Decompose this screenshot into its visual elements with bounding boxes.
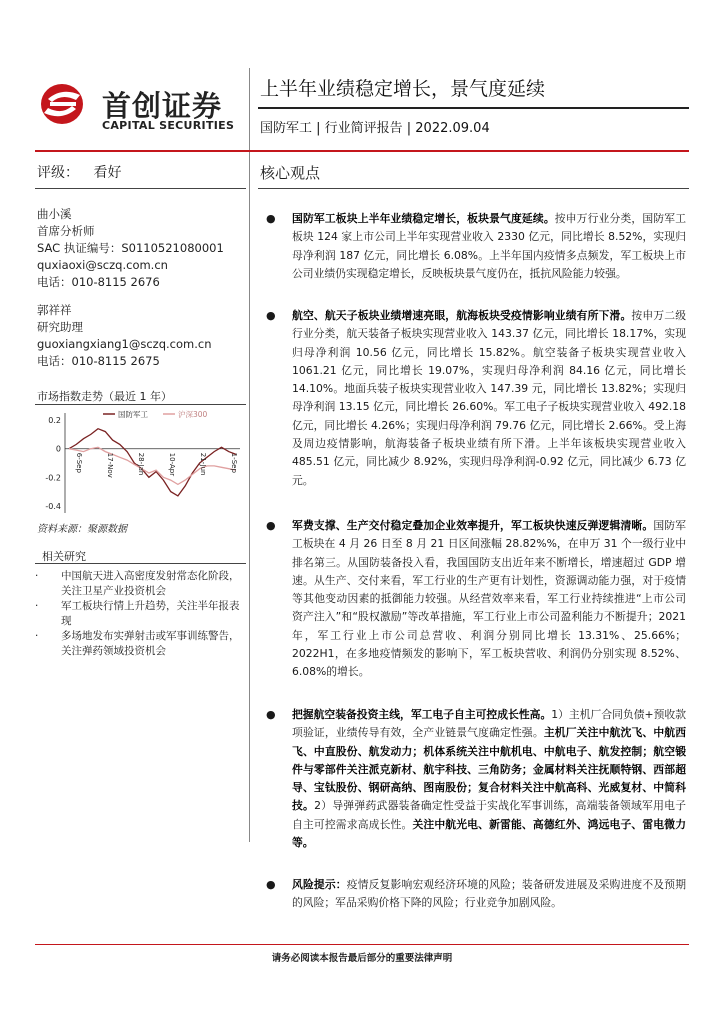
analyst-role: 首席分析师 <box>37 224 95 238</box>
point-text: 疫情反复影响宏观经济环境的风险；装备研发进展及采购进度不及预期的风险；军品采购价格下降的风险；行业竞争加剧风险。 <box>292 878 687 910</box>
rating <box>37 162 121 182</box>
legend-label: 沪深300 <box>178 410 208 419</box>
y-tick-label: -0.2 <box>45 473 61 483</box>
analyst-2 <box>37 302 212 370</box>
title-rule <box>258 107 689 109</box>
point-text: 国防军工板块在 4 月 26 日至 8 月 21 日区间涨幅 28.82%%，在申万 31 个一级行业中排名第三。从国防装备投入看，我国国防支出近年来不断增长，增速超过 GDP 增速。从生产、交付来看，军工行业的生产更有计划性，资源调动能力强，对于疫情等其他变动因素的抵御能力较强。从经营效率来看，军工行业持续推进“上市公司资产注入”和“股权激励”等改革措施，军工行业上市公司盈利能力不断提升；2021 年，军工行业上市公司总营收、利润分别同比增长 13.31%、25.66%；2022H1，在多地疫情频发的影响下，军工板块营收、利润仍分别实现 8.52%、6.08%的增长。 <box>292 519 687 679</box>
y-tick-label: 0.2 <box>48 416 61 426</box>
point-highlight: 主机厂关注中航沈飞、中航西飞、中直股份、航发动力；机体系统关注中航机电、中航电子、航发控制；航空锻件与零部件关注派克新材、航宇科技、三角防务；金属材料关注抚顺特钢、西部超导、宝钛股份、钢研高纳、图南股份；复合材料关注中航高科、光威复材、中简科技。 <box>292 726 687 813</box>
x-tick-label: 6-Sep <box>75 452 83 473</box>
y-tick-label: 0 <box>55 444 61 454</box>
related-research-rule <box>35 563 246 564</box>
core-point-3 <box>268 517 686 682</box>
chart-source: 资料来源：聚源数据 <box>37 524 127 535</box>
index-trend-chart <box>35 405 246 517</box>
rating-value: 看好 <box>93 165 122 181</box>
analyst-sac: SAC 执证编号：S0110521080001 <box>37 241 224 255</box>
x-tick-label: 1-Sep <box>230 452 238 473</box>
bullet-icon: ● <box>266 309 276 322</box>
analyst-role: 研究助理 <box>37 320 83 334</box>
x-tick-label: 10-Apr <box>168 452 176 477</box>
analyst-email[interactable]: quxiaoxi@sczq.com.cn <box>37 258 168 272</box>
analyst-phone: 电话：010-8115 2676 <box>37 275 160 289</box>
bullet-icon: ● <box>266 708 276 721</box>
core-views-rule <box>258 188 689 189</box>
analyst-1 <box>37 206 224 291</box>
y-tick-label: -0.4 <box>45 501 61 511</box>
related-research-item[interactable]: · 中国航天进入高密度发射常态化阶段，关注卫星产业投资机会 <box>35 570 240 597</box>
point-heading: 风险提示： <box>292 878 347 891</box>
point-heading: 航空、航天子板块业绩增速亮眼，航海板块受疫情影响业绩有所下滑。 <box>292 309 632 322</box>
point-heading: 国防军工板块上半年业绩稳定增长，板块景气度延续。 <box>292 212 555 225</box>
series-line-沪深300 <box>69 447 236 484</box>
bullet-icon: · <box>35 630 39 642</box>
logo-text-cn: 首创证券 <box>102 89 223 123</box>
point-text: 2）导弹弹药武器装备确定性受益于实战化军事训练，高端装备领域军用电子自主可控需求高成长性。 <box>292 799 686 831</box>
series-line-国防军工 <box>69 429 236 496</box>
core-point-1 <box>268 210 686 283</box>
core-views-title: 核心观点 <box>260 164 321 182</box>
rating-rule <box>35 188 246 189</box>
chart-title: 市场指数走势（最近 1 年） <box>37 390 172 403</box>
legend-label: 国防军工 <box>118 410 148 419</box>
legal-disclaimer-note: 请务必阅读本报告最后部分的重要法律声明 <box>271 953 453 964</box>
logo-text-en: CAPITAL SECURITIES <box>102 119 235 132</box>
core-point-4 <box>268 706 686 852</box>
header-red-rule <box>35 150 689 152</box>
capital-securities-logo-icon <box>40 83 98 125</box>
point-text: 1）主机厂合同负债+预收款项验证，业绩传导有效，全产业链景气度确定性强。 <box>292 708 686 740</box>
analyst-name: 郭祥祥 <box>37 303 72 317</box>
core-point-5 <box>268 876 686 913</box>
bullet-icon: ● <box>266 519 276 532</box>
point-text: 按申万二级行业分类，航天装备子板块实现营业收入 143.37 亿元，同比增长 18.17%，实现归母净利润 10.56 亿元，同比增长 15.82%。航空装备子板块实现营业收入 1061.21 亿元，同比增长 19.07%，实现归母净利润 84.16 亿元，同比增长 14.10%。地面兵装子板块实现营业收入 147.39 元，同比增长 13.82%；实现归母净利润 13.15 亿元，同比增长 26.60%。军工电子子板块实现营业收入 492.18 亿元，同比增长 4.26%；实现归母净利润 79.76 亿元，同比增长 2.66%。受上海及周边疫情影响，航海装备子板块业绩有所下滑。上半年该板块实现营业收入 485.51 亿元，同比减少 8.92%，实现归母净利润-0.92 亿元，同比减少 6.73 亿元。 <box>292 309 686 487</box>
x-tick-label: 21-Jun <box>199 452 207 476</box>
x-tick-label: 17-Nov <box>106 452 114 478</box>
report-title: 上半年业绩稳定增长，景气度延续 <box>260 78 546 100</box>
analyst-email[interactable]: guoxiangxiang1@sczq.com.cn <box>37 337 212 351</box>
rating-label: 评级： <box>37 165 79 181</box>
point-heading: 把握航空装备投资主线，军工电子自主可控成长性高。 <box>292 708 552 721</box>
x-tick-label: 28-Jan <box>137 452 145 476</box>
point-highlight: 关注中航光电、新雷能、高德红外、鸿远电子、雷电微力等。 <box>292 817 686 850</box>
core-point-2 <box>268 307 686 490</box>
related-research-item[interactable]: · 多场地发布实弹射击或军事训练警告，关注弹药领域投资机会 <box>35 630 240 657</box>
point-heading: 军费支撑、生产交付稳定叠加企业效率提升，军工板块快速反弹逻辑清晰。 <box>292 519 654 532</box>
bullet-icon: ● <box>266 878 276 891</box>
related-research-title: 相关研究 <box>42 550 86 563</box>
bullet-icon: · <box>35 600 39 612</box>
point-text: 按申万行业分类，国防军工板块 124 家上市公司上半年实现营业收入 2330 亿元，同比增长 8.52%，实现归母净利润 187 亿元，同比增长 6.08%。上半年国内疫情多点频发，军工板块上市公司业绩仍实现稳定增长，反映板块景气度仍在，抵抗风险能力较强。 <box>292 212 686 280</box>
analyst-name: 曲小溪 <box>37 207 72 221</box>
column-divider <box>249 152 250 842</box>
bullet-icon: · <box>35 570 39 582</box>
bullet-icon: ● <box>266 212 276 225</box>
analyst-phone: 电话：010-8115 2675 <box>37 354 160 368</box>
header-divider <box>249 68 250 150</box>
report-subheading: 国防军工 | 行业简评报告 | 2022.09.04 <box>260 121 490 136</box>
footer-red-rule <box>35 944 689 945</box>
related-research-item[interactable]: · 军工板块行情上升趋势，关注半年报表现 <box>35 600 240 627</box>
